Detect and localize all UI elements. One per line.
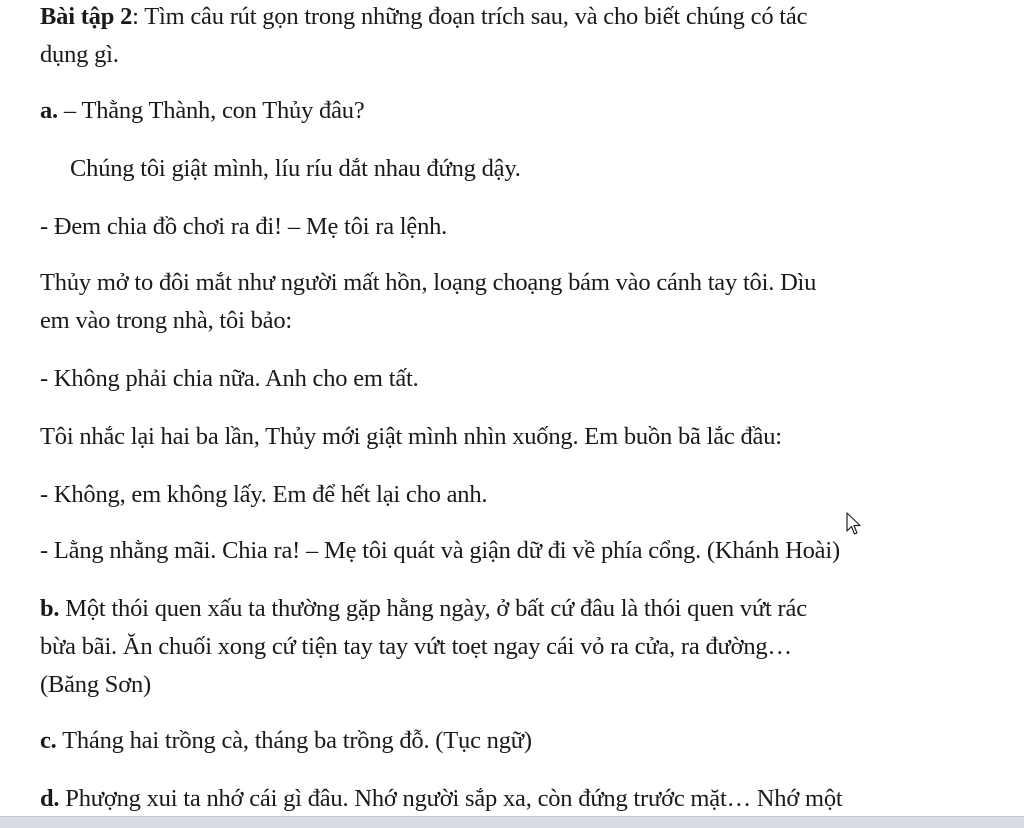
section-b-line-1 <box>40 594 807 624</box>
section-a-line-5: em vào trong nhà, tôi bảo: <box>40 307 292 334</box>
section-d-marker: d. <box>40 785 60 812</box>
section-a-line-3: - Đem chia đồ chơi ra đi! – Mẹ tôi ra lệnh. <box>40 213 448 240</box>
section-b-text-1: Một thói quen xấu ta thường gặp hằng ngày, ở bất cứ đâu là thói quen vứt rác <box>59 595 807 622</box>
section-c-text-1: Tháng hai trồng cà, tháng ba trồng đỗ. (Tục ngữ) <box>56 727 532 754</box>
section-a-line-8: - Không, em không lấy. Em để hết lại cho anh. <box>40 481 488 508</box>
section-b-line-3: (Băng Sơn) <box>40 671 151 698</box>
section-c-line-1 <box>40 726 532 756</box>
section-c-marker: c. <box>40 727 57 754</box>
exercise-title-continuation: dụng gì. <box>40 41 119 68</box>
section-a-marker: a. <box>40 97 58 124</box>
section-b-line-2: bừa bãi. Ăn chuối xong cứ tiện tay tay vứt toẹt ngay cái vỏ ra cửa, ra đường… <box>40 633 792 660</box>
section-b-marker: b. <box>40 595 60 622</box>
section-a-line-1 <box>40 96 365 126</box>
window-bottom-edge <box>0 816 1024 828</box>
section-a-line-6: - Không phải chia nữa. Anh cho em tất. <box>40 365 419 392</box>
exercise-title-text: : Tìm câu rút gọn trong những đoạn trích sau, và cho biết chúng có tác <box>132 3 808 30</box>
section-a-line-9: - Lằng nhằng mãi. Chia ra! – Mẹ tôi quát và giận dữ đi về phía cổng. (Khánh Hoài) <box>40 537 840 564</box>
section-a-line-7: Tôi nhắc lại hai ba lần, Thủy mới giật mình nhìn xuống. Em buồn bã lắc đầu: <box>40 423 782 450</box>
exercise-title-line <box>40 2 807 32</box>
section-d-text-1: Phượng xui ta nhớ cái gì đâu. Nhớ người sắp xa, còn đứng trước mặt… Nhớ một <box>59 785 843 812</box>
section-a-line-4: Thủy mở to đôi mắt như người mất hồn, loạng choạng bám vào cánh tay tôi. Dìu <box>40 269 817 296</box>
section-d-line-1 <box>40 784 843 814</box>
mouse-pointer-icon <box>846 512 862 536</box>
section-a-text-1: – Thằng Thành, con Thủy đâu? <box>57 97 365 124</box>
exercise-title-label: Bài tập 2 <box>40 3 133 30</box>
section-a-line-2: Chúng tôi giật mình, líu ríu dắt nhau đứng dậy. <box>70 155 521 182</box>
